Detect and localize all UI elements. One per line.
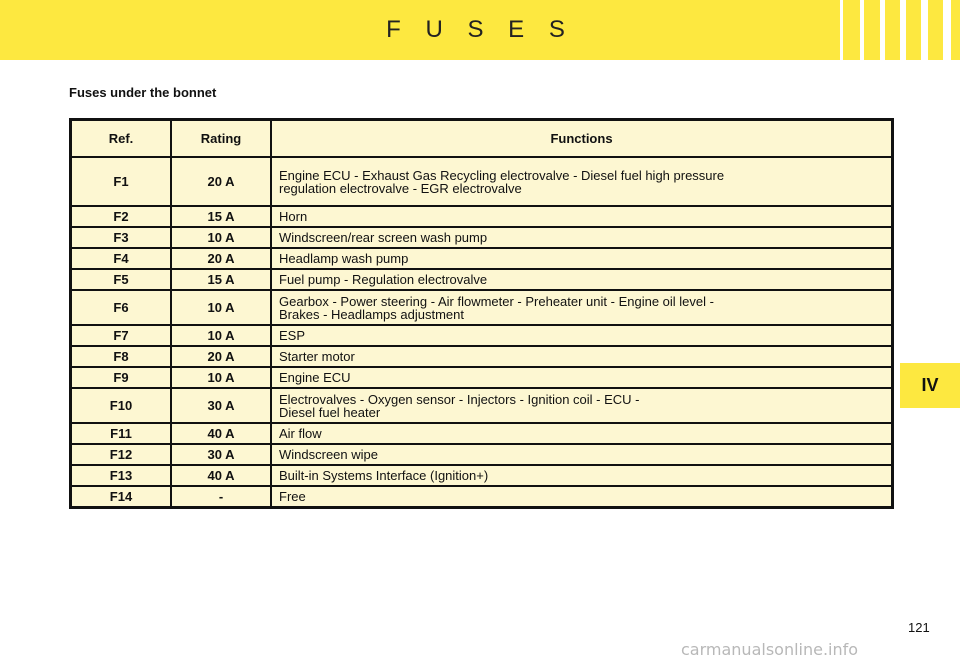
rating-cell: - [171, 486, 271, 507]
table-row [71, 269, 893, 290]
rating-cell: 10 A [171, 227, 271, 248]
chapter-tab: IV [900, 363, 960, 408]
table-row [71, 227, 893, 248]
table-row [71, 248, 893, 269]
header-functions: Functions [271, 120, 893, 158]
rating-cell: 15 A [171, 269, 271, 290]
rating-cell: 10 A [171, 325, 271, 346]
function-cell: Horn [271, 206, 893, 227]
table-row [71, 206, 893, 227]
function-cell: Free [271, 486, 893, 507]
rating-cell: 40 A [171, 423, 271, 444]
table-row [71, 367, 893, 388]
rating-cell: 30 A [171, 444, 271, 465]
table-row [71, 465, 893, 486]
table-row [71, 444, 893, 465]
ref-cell: F8 [71, 346, 172, 367]
ref-cell: F7 [71, 325, 172, 346]
rating-cell: 20 A [171, 157, 271, 206]
table-row [71, 486, 893, 507]
table-header-row [71, 120, 893, 158]
ref-cell: F12 [71, 444, 172, 465]
function-cell: Gearbox - Power steering - Air flowmeter - Preheater unit - Engine oil level - Brakes - Headlamps adjustment [271, 290, 893, 325]
rating-cell: 40 A [171, 465, 271, 486]
ref-cell: F4 [71, 248, 172, 269]
watermark: carmanualsonline.info [681, 640, 859, 659]
table-row [71, 157, 893, 206]
page-number: 121 [908, 620, 930, 635]
rating-cell: 10 A [171, 367, 271, 388]
function-cell: Engine ECU - Exhaust Gas Recycling electrovalve - Diesel fuel high pressure regulation electrovalve - EGR electrovalve [271, 157, 893, 206]
table-row [71, 346, 893, 367]
ref-cell: F14 [71, 486, 172, 507]
ref-cell: F2 [71, 206, 172, 227]
table-row [71, 290, 893, 325]
fuse-table [69, 118, 894, 509]
ref-cell: F5 [71, 269, 172, 290]
ref-cell: F11 [71, 423, 172, 444]
function-cell: Electrovalves - Oxygen sensor - Injectors - Ignition coil - ECU - Diesel fuel heater [271, 388, 893, 423]
header-ref: Ref. [71, 120, 172, 158]
page-title: F U S E S [386, 16, 574, 43]
function-cell: Fuel pump - Regulation electrovalve [271, 269, 893, 290]
function-cell: Windscreen/rear screen wash pump [271, 227, 893, 248]
header-rating: Rating [171, 120, 271, 158]
ref-cell: F3 [71, 227, 172, 248]
function-cell: ESP [271, 325, 893, 346]
function-cell: Windscreen wipe [271, 444, 893, 465]
ref-cell: F6 [71, 290, 172, 325]
function-cell: Built-in Systems Interface (Ignition+) [271, 465, 893, 486]
function-cell: Engine ECU [271, 367, 893, 388]
rating-cell: 30 A [171, 388, 271, 423]
function-cell: Starter motor [271, 346, 893, 367]
rating-cell: 10 A [171, 290, 271, 325]
section-title: Fuses under the bonnet [69, 85, 217, 100]
rating-cell: 15 A [171, 206, 271, 227]
function-cell: Headlamp wash pump [271, 248, 893, 269]
ref-cell: F10 [71, 388, 172, 423]
rating-cell: 20 A [171, 346, 271, 367]
table-row [71, 423, 893, 444]
ref-cell: F9 [71, 367, 172, 388]
table-row [71, 325, 893, 346]
ref-cell: F1 [71, 157, 172, 206]
fuse-table-body [71, 157, 893, 507]
ref-cell: F13 [71, 465, 172, 486]
rating-cell: 20 A [171, 248, 271, 269]
table-row [71, 388, 893, 423]
function-cell: Air flow [271, 423, 893, 444]
